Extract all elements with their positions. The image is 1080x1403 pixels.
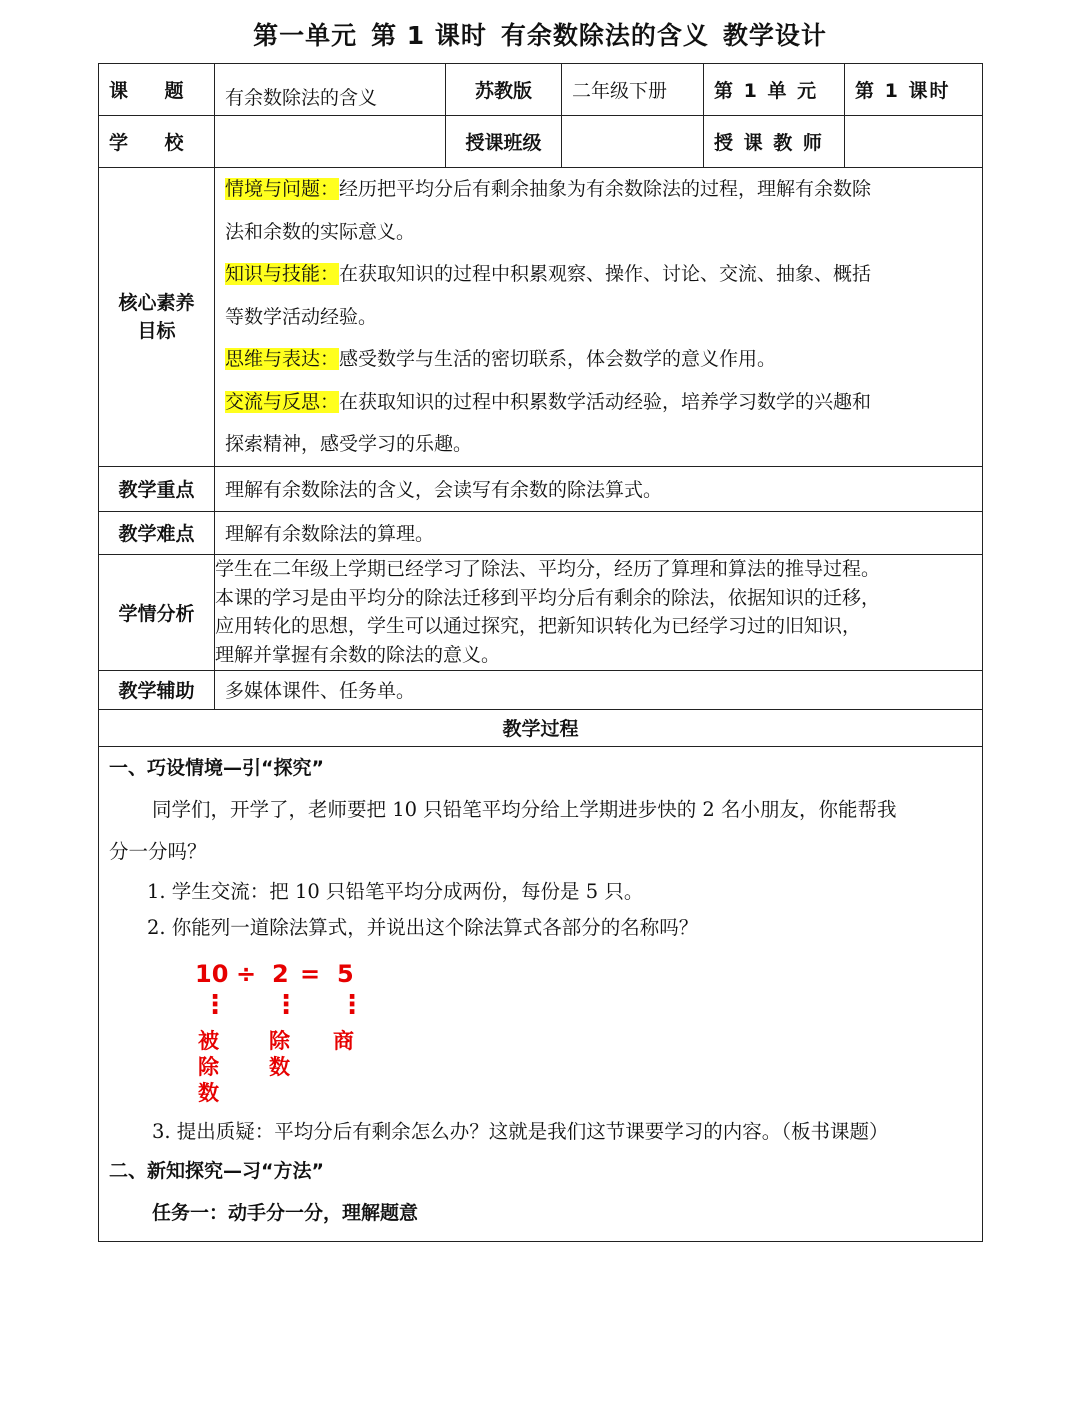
goal-text-cont: 等数学活动经验。 [225,305,378,328]
quotient-dots: ⋮ [339,989,365,1020]
aids-row [99,670,983,709]
teacher-label: 授 课 教 师 [704,116,845,168]
goals-label-text: 核心素养目标 [118,291,195,342]
process-header-row [99,709,983,746]
step-1: 1. 学生交流：把 10 只铅笔平均分成两份，每份是 5 只。 [147,879,644,903]
difficulty-row [99,511,983,554]
goal-text: 经历把平均分后有剩余抽象为有余数除法的过程，理解有余数除 [339,178,872,200]
goal-item [215,168,982,211]
analysis-text [215,554,983,670]
title-lesson: 第 1 课时 [371,21,487,50]
document-title [0,16,1080,52]
dividend-name-char: 除 [198,1054,219,1079]
goal-text-cont: 探索精神，感受学习的乐趣。 [225,433,473,455]
analysis-line: 本课的学习是由平均分的除法迁移到平均分后有剩余的除法，依据知识的迁移， [215,586,881,609]
class-label: 授课班级 [446,116,562,168]
difficulty-label: 教学难点 [99,511,215,554]
class-value [562,116,704,168]
goal-item [215,338,982,381]
goals-row [99,168,983,467]
goal-tag: 情境与问题： [225,178,340,200]
section-1-heading: 一、巧设情境—引“探究” [109,756,324,779]
intro-line: 分一分吗？ [109,840,207,863]
key-point-row [99,466,983,511]
analysis-line: 学生在二年级上学期已经学习了除法、平均分，经历了算理和算法的推导过程。 [215,558,881,580]
unit-cell: 第 1 单 元 [704,64,845,116]
aids-text: 多媒体课件、任务单。 [215,670,983,709]
subject-value: 有余数除法的含义 [215,64,446,116]
key-point-text: 理解有余数除法的含义，会读写有余数的除法算式。 [215,466,983,511]
divisor-name [269,1028,290,1080]
lesson-plan [98,63,982,1242]
analysis-row [99,554,983,670]
step-3: 3. 提出质疑：平均分后有剩余怎么办？这就是我们这节课要学习的内容。（板书课题） [152,1119,889,1143]
goal-text: 在获取知识的过程中积累数学活动经验，培养学习数学的兴趣和 [339,390,872,413]
difficulty-text: 理解有余数除法的算理。 [215,511,983,554]
analysis-line: 应用转化的思想，学生可以通过探究，把新知识转化为已经学习过的旧知识， [215,615,862,637]
goal-tag: 知识与技能： [225,263,340,285]
goal-text: 感受数学与生活的密切联系，体会数学的意义作用。 [339,348,777,370]
intro-paragraph [99,789,982,874]
key-point-label: 教学重点 [99,466,215,511]
quotient-number: 5 [337,959,354,988]
lesson-cell: 第 1 课时 [845,64,983,116]
equals-sign: = [300,959,321,988]
process-content-row [99,746,983,1241]
task-1-heading: 任务一：动手分一分，理解题意 [152,1201,419,1224]
intro-line: 同学们，开学了，老师要把 10 只铅笔平均分给上学期进步快的 2 名小朋友，你能帮我 [152,797,897,821]
school-value [215,116,446,168]
dividend-dots: ⋮ [202,989,228,1020]
dividend-name-char: 被 [198,1028,219,1053]
dividend-number: 10 [195,959,229,988]
quotient-name: 商 [333,1028,354,1053]
analysis-line: 理解并掌握有余数的除法的意义。 [215,643,501,666]
division-diagram [99,946,982,1106]
divisor-number: 2 [272,959,289,988]
dividend-name [198,1028,219,1106]
teacher-value [845,116,983,168]
subject-label: 课 题 [99,64,215,116]
goal-item [215,381,982,424]
goal-text: 在获取知识的过程中积累观察、操作、讨论、交流、抽象、概括 [339,263,872,285]
goal-item [215,253,982,296]
goals-label [99,168,215,467]
goal-text-cont: 法和余数的实际意义。 [225,220,416,243]
goal-tag: 思维与表达： [225,348,340,370]
edition: 苏教版 [446,64,562,116]
title-doc-type: 教学设计 [722,21,827,50]
goals-content [215,168,983,467]
divisor-name-char: 数 [269,1054,290,1079]
title-unit: 第一单元 [253,21,358,50]
lesson-plan-table [98,63,983,1242]
goal-tag: 交流与反思： [225,390,340,413]
aids-label: 教学辅助 [99,670,215,709]
info-row-2 [99,116,983,168]
title-topic: 有余数除法的含义 [500,21,709,50]
process-content [99,746,983,1241]
school-label: 学 校 [99,116,215,168]
divisor-name-char: 除 [269,1028,290,1053]
section-2-heading: 二、新知探究—习“方法” [109,1159,324,1182]
info-row-1 [99,64,983,116]
process-title: 教学过程 [99,709,983,746]
dividend-name-char: 数 [198,1080,219,1105]
division-sign: ÷ [236,959,257,988]
grade: 二年级下册 [562,64,704,116]
step-2: 2. 你能列一道除法算式，并说出这个除法算式各部分的名称吗？ [147,915,699,939]
divisor-dots: ⋮ [273,989,299,1020]
analysis-label: 学情分析 [99,554,215,670]
